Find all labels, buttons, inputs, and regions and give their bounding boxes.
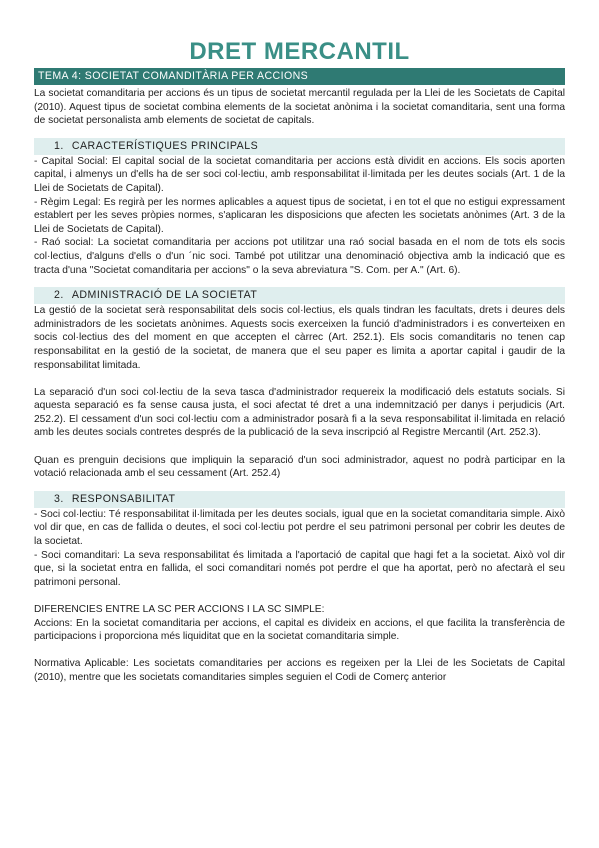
paragraph-gap: [34, 589, 565, 603]
section-paragraph: - Raó social: La societat comanditaria per accions pot utilitzar una raó social basada en el nom de tots els socis col·lectius, d'alguns d'ells o d'un ´nic soci. També pot utilitzar una denominació objectiva amb la indicació que es tracta d'una "Societat comanditaria per accions" o la seva abreviatura "S. Com. per A." (Art. 6).: [34, 237, 565, 276]
section-number: 3.: [54, 492, 64, 505]
page-title: DRET MERCANTIL: [189, 38, 410, 65]
section-paragraph: DIFERENCIES ENTRE LA SC PER ACCIONS I LA SC SIMPLE:: [34, 604, 325, 615]
intro-paragraph: La societat comanditaria per accions és un tipus de societat mercantil regulada per la Llei de les Societats de Capital (2010). Aquest tipus de societat combina elements de la societat anònima i la societat comanditaria, sent una forma de societat personalista amb elements de societat de capitals.: [34, 88, 565, 127]
sections-container: [34, 138, 565, 685]
section-heading: [34, 287, 565, 304]
paragraph-gap: [34, 644, 565, 658]
section-paragraph: - Capital Social: El capital social de la societat comanditaria per accions està dividit en accions. Els socis aporten capital, i almenys un d'ells ha de ser soci col·lectiu, amb responsabilitat il·limitada per les deutes socials (Art. 1 de la Llei de Societats de Capital).: [34, 155, 565, 194]
section-heading-text: CARACTERÍSTIQUES PRINCIPALS: [71, 139, 259, 152]
paragraph-gap: [34, 440, 565, 454]
section-heading-text: RESPONSABILITAT: [71, 492, 176, 505]
paragraph-gap: [34, 372, 565, 386]
topic-banner: TEMA 4: SOCIETAT COMANDITÀRIA PER ACCIONS: [34, 68, 565, 85]
section-number: 2.: [54, 289, 64, 302]
section-paragraph: La gestió de la societat serà responsabilitat dels socis col·lectius, els quals tindran les facultats, drets i deures dels administradors de les societats anònimes. Aquests socis exerceixen la funció d'administradors i es converteixen en socis col·lectius des del moment en que accepten el càrrec (Art. 252.1). Els socis comanditaris no tenen cap responsabilitat en la gestió de la societat, de manera que el seu paper es limita a aportar capital i gaudir de la responsabilitat limitada.: [34, 305, 565, 371]
section-heading: [34, 138, 565, 155]
section-paragraph: - Soci col·lectiu: Té responsabilitat il·limitada per les deutes socials, igual que en la societat comanditaria simple. Això vol dir que, en cas de fallida o deutes, el soci col·lectiu pot perdre el seu patrimoni personal per cobrir les deutes de la societat.: [34, 508, 565, 548]
section-paragraph: - Soci comanditari: La seva responsabilitat és limitada a l'aportació de capital que hagi fet a la societat. Això vol dir que, si la societat entra en fallida, el soci comanditari només pot perdre el que ha aportat, però no afectarà el seu patrimoni personal.: [34, 549, 565, 588]
section-paragraph: Normativa Aplicable: Les societats comanditaries per accions es regeixen per la Llei de les Societats de Capital (2010), mentre que les societats comanditaries simples seguien el Codi de Comerç anterior: [34, 658, 565, 683]
section-paragraph: - Règim Legal: Es regirà per les normes aplicables a aquest tipus de societat, i en tot el que no estigui expressament establert per les seves pròpies normes, s'aplicaran les disposicions que afecten les societats anònimes (Art. 3 de la Llei de Societats de Capital).: [34, 196, 565, 235]
section-heading: [34, 491, 565, 508]
section-paragraph: La separació d'un soci col·lectiu de la seva tasca d'administrador requereix la modificació dels estatuts socials. Si aquesta separació es fa sense causa justa, el soci afectat té dret a una indemnització per danys i perjudicis (Art. 252.2). El cessament d'un soci col·lectiu com a administrador posarà fi a la seva responsabilitat il·limitada en relació amb les deutes socials contretes després de la publicació de la seva inscripció al Registre Mercantil (Art. 252.3).: [34, 386, 565, 439]
section-number: 1.: [54, 139, 64, 152]
section-paragraph: Accions: En la societat comanditaria per accions, el capital es divideix en accions, el que facilita la transferència de participacions i proporciona més liquiditat que en la societat comanditaria simple.: [34, 617, 565, 643]
section-paragraph: Quan es prenguin decisions que impliquin la separació d'un soci administrador, aquest no podrà participar en la votació relacionada amb el seu cessament (Art. 252.4): [34, 454, 565, 480]
section-heading-text: ADMINISTRACIÓ DE LA SOCIETAT: [71, 289, 258, 302]
